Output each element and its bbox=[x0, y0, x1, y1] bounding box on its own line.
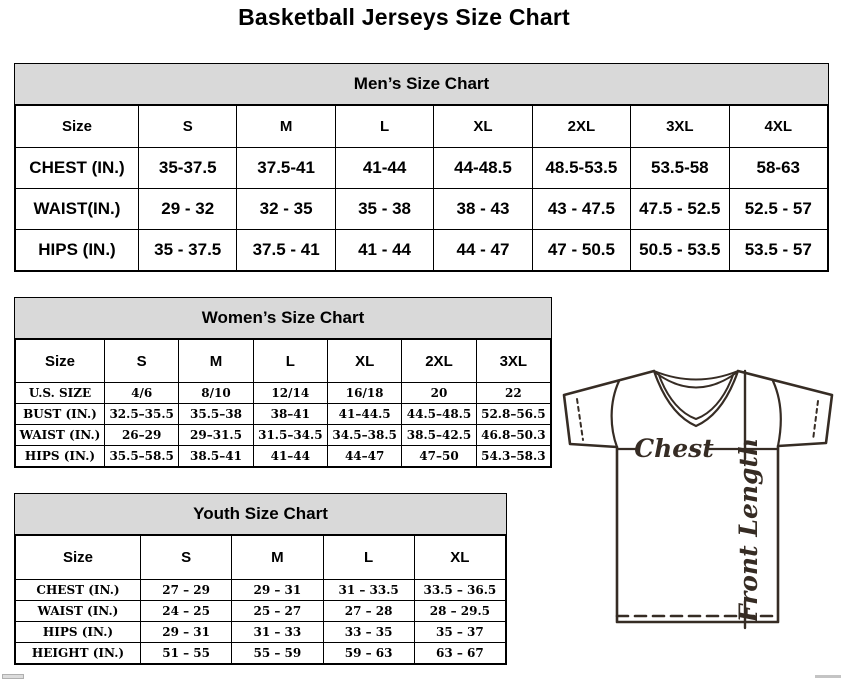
size-cell: S bbox=[141, 536, 232, 580]
measurement-value-cell: 22 bbox=[476, 383, 550, 404]
measurement-value-cell: 37.5-41 bbox=[237, 148, 335, 189]
measurement-value-cell: 48.5-53.5 bbox=[532, 148, 630, 189]
size-cell: M bbox=[232, 536, 323, 580]
womens-size-chart-title: Women’s Size Chart bbox=[15, 298, 551, 339]
measurement-label-cell: U.S. SIZE bbox=[16, 383, 105, 404]
size-header-row bbox=[16, 106, 828, 148]
measurement-row bbox=[16, 383, 551, 404]
size-label-cell: Size bbox=[16, 106, 139, 148]
measurement-label-cell: WAIST(IN.) bbox=[16, 189, 139, 230]
measurement-value-cell: 35 - 37.5 bbox=[139, 230, 237, 271]
left-armhole-seam bbox=[612, 381, 619, 447]
measurement-value-cell: 29 - 32 bbox=[139, 189, 237, 230]
measurement-label-cell: HIPS (IN.) bbox=[16, 622, 141, 643]
measurement-value-cell: 28 – 29.5 bbox=[414, 601, 505, 622]
measurement-row bbox=[16, 601, 506, 622]
womens-size-table bbox=[15, 339, 551, 467]
measurement-value-cell: 59 – 63 bbox=[323, 643, 414, 664]
measurement-value-cell: 38–41 bbox=[253, 404, 327, 425]
size-header-row bbox=[16, 536, 506, 580]
measurement-value-cell: 53.5 - 57 bbox=[729, 230, 827, 271]
measurement-value-cell: 32.5–35.5 bbox=[105, 404, 179, 425]
measurement-value-cell: 8/10 bbox=[179, 383, 253, 404]
measurement-value-cell: 52.5 - 57 bbox=[729, 189, 827, 230]
size-cell: S bbox=[139, 106, 237, 148]
right-cuff-stitch-line bbox=[813, 401, 818, 440]
measurement-value-cell: 35.5–38 bbox=[179, 404, 253, 425]
measurement-value-cell: 53.5-58 bbox=[631, 148, 729, 189]
size-cell: XL bbox=[327, 340, 401, 383]
measurement-value-cell: 41–44.5 bbox=[327, 404, 401, 425]
measurement-row bbox=[16, 622, 506, 643]
measurement-value-cell: 47 - 50.5 bbox=[532, 230, 630, 271]
measurement-value-cell: 24 – 25 bbox=[141, 601, 232, 622]
measurement-value-cell: 63 – 67 bbox=[414, 643, 505, 664]
measurement-value-cell: 44–47 bbox=[327, 446, 401, 467]
jersey-diagram-svg bbox=[552, 358, 843, 673]
size-cell: 3XL bbox=[631, 106, 729, 148]
measurement-value-cell: 37.5 - 41 bbox=[237, 230, 335, 271]
measurement-value-cell: 27 – 29 bbox=[141, 580, 232, 601]
size-cell: XL bbox=[434, 106, 532, 148]
measurement-value-cell: 35-37.5 bbox=[139, 148, 237, 189]
measurement-value-cell: 58-63 bbox=[729, 148, 827, 189]
measurement-value-cell: 32 - 35 bbox=[237, 189, 335, 230]
jersey-outline bbox=[564, 371, 832, 622]
size-label-cell: Size bbox=[16, 340, 105, 383]
size-cell: XL bbox=[414, 536, 505, 580]
size-cell: 2XL bbox=[532, 106, 630, 148]
size-cell: L bbox=[335, 106, 433, 148]
measurement-value-cell: 38 - 43 bbox=[434, 189, 532, 230]
measurement-value-cell: 29 – 31 bbox=[141, 622, 232, 643]
size-cell: 4XL bbox=[729, 106, 827, 148]
measurement-value-cell: 43 - 47.5 bbox=[532, 189, 630, 230]
measurement-value-cell: 27 – 28 bbox=[323, 601, 414, 622]
measurement-row bbox=[16, 643, 506, 664]
jersey-measurement-diagram bbox=[552, 358, 843, 673]
measurement-label-cell: CHEST (IN.) bbox=[16, 580, 141, 601]
measurement-value-cell: 34.5–38.5 bbox=[327, 425, 401, 446]
measurement-label-cell: HIPS (IN.) bbox=[16, 230, 139, 271]
mens-size-table bbox=[15, 105, 828, 271]
measurement-value-cell: 33 – 35 bbox=[323, 622, 414, 643]
measurement-label-cell: CHEST (IN.) bbox=[16, 148, 139, 189]
measurement-value-cell: 41–44 bbox=[253, 446, 327, 467]
measurement-value-cell: 16/18 bbox=[327, 383, 401, 404]
measurement-value-cell: 25 – 27 bbox=[232, 601, 323, 622]
measurement-value-cell: 33.5 – 36.5 bbox=[414, 580, 505, 601]
measurement-value-cell: 38.5–42.5 bbox=[402, 425, 476, 446]
measurement-value-cell: 38.5–41 bbox=[179, 446, 253, 467]
measurement-value-cell: 47–50 bbox=[402, 446, 476, 467]
measurement-value-cell: 35.5–58.5 bbox=[105, 446, 179, 467]
measurement-value-cell: 55 – 59 bbox=[232, 643, 323, 664]
measurement-value-cell: 54.3–58.3 bbox=[476, 446, 550, 467]
left-cuff-stitch-line bbox=[577, 399, 583, 440]
measurement-row bbox=[16, 404, 551, 425]
measurement-row bbox=[16, 189, 828, 230]
measurement-value-cell: 12/14 bbox=[253, 383, 327, 404]
measurement-value-cell: 50.5 - 53.5 bbox=[631, 230, 729, 271]
mens-size-chart bbox=[14, 63, 829, 272]
measurement-label-cell: WAIST (IN.) bbox=[16, 425, 105, 446]
size-cell: M bbox=[237, 106, 335, 148]
measurement-value-cell: 35 - 38 bbox=[335, 189, 433, 230]
measurement-value-cell: 52.8–56.5 bbox=[476, 404, 550, 425]
size-cell: 2XL bbox=[402, 340, 476, 383]
measurement-value-cell: 46.8–50.3 bbox=[476, 425, 550, 446]
right-armhole-seam bbox=[773, 381, 781, 446]
measurement-value-cell: 41 - 44 bbox=[335, 230, 433, 271]
measurement-value-cell: 44 - 47 bbox=[434, 230, 532, 271]
measurement-row bbox=[16, 580, 506, 601]
measurement-row bbox=[16, 446, 551, 467]
size-cell: 3XL bbox=[476, 340, 550, 383]
measurement-value-cell: 47.5 - 52.5 bbox=[631, 189, 729, 230]
size-cell: L bbox=[253, 340, 327, 383]
measurement-row bbox=[16, 230, 828, 271]
mens-size-chart-title: Men’s Size Chart bbox=[15, 64, 828, 105]
size-header-row bbox=[16, 340, 551, 383]
scrollbar-fragment-right[interactable] bbox=[815, 675, 841, 678]
measurement-value-cell: 29 – 31 bbox=[232, 580, 323, 601]
measurement-label-cell: BUST (IN.) bbox=[16, 404, 105, 425]
measurement-value-cell: 20 bbox=[402, 383, 476, 404]
page-title: Basketball Jerseys Size Chart bbox=[238, 4, 570, 30]
measurement-value-cell: 35 – 37 bbox=[414, 622, 505, 643]
measurement-value-cell: 26–29 bbox=[105, 425, 179, 446]
womens-size-chart bbox=[14, 297, 552, 468]
measurement-row bbox=[16, 148, 828, 189]
scrollbar-fragment-left[interactable] bbox=[2, 674, 24, 679]
measurement-label-cell: HEIGHT (IN.) bbox=[16, 643, 141, 664]
measurement-value-cell: 44-48.5 bbox=[434, 148, 532, 189]
measurement-value-cell: 51 – 55 bbox=[141, 643, 232, 664]
size-cell: L bbox=[323, 536, 414, 580]
measurement-label-cell: WAIST (IN.) bbox=[16, 601, 141, 622]
front-length-label: Front Length bbox=[734, 437, 763, 623]
measurement-value-cell: 44.5–48.5 bbox=[402, 404, 476, 425]
measurement-label-cell: HIPS (IN.) bbox=[16, 446, 105, 467]
youth-size-chart-title: Youth Size Chart bbox=[15, 494, 506, 535]
measurement-value-cell: 31 – 33 bbox=[232, 622, 323, 643]
youth-size-chart bbox=[14, 493, 507, 665]
measurement-row bbox=[16, 425, 551, 446]
measurement-value-cell: 31.5–34.5 bbox=[253, 425, 327, 446]
measurement-value-cell: 41-44 bbox=[335, 148, 433, 189]
collar-band-arc-1 bbox=[654, 371, 738, 380]
chest-label: Chest bbox=[634, 434, 714, 463]
size-cell: M bbox=[179, 340, 253, 383]
size-cell: S bbox=[105, 340, 179, 383]
size-label-cell: Size bbox=[16, 536, 141, 580]
measurement-value-cell: 4/6 bbox=[105, 383, 179, 404]
measurement-value-cell: 31 – 33.5 bbox=[323, 580, 414, 601]
measurement-value-cell: 29–31.5 bbox=[179, 425, 253, 446]
youth-size-table bbox=[15, 535, 506, 664]
